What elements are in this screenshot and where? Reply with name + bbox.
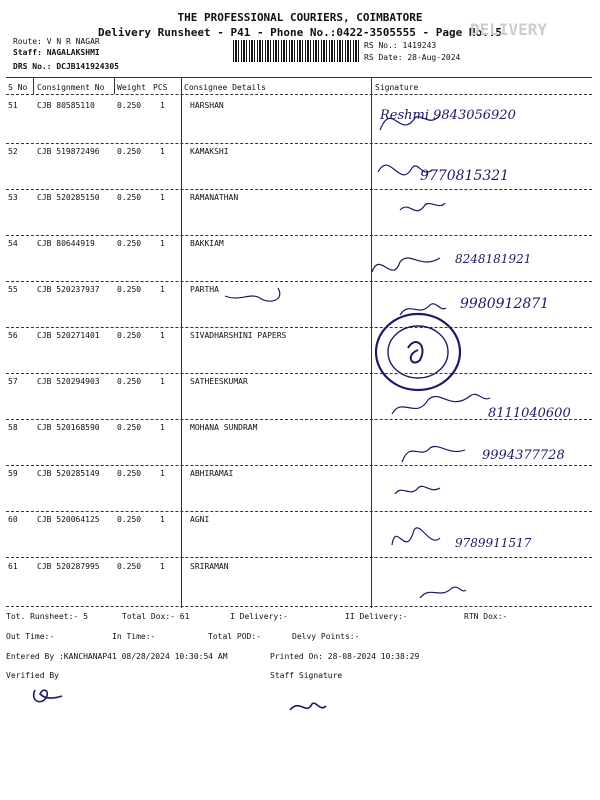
row-consignment: CJB 520237937 <box>37 285 100 294</box>
out-time: Out Time:- <box>6 632 55 641</box>
col-weight: Weight <box>117 83 146 92</box>
row-sno: 59 <box>8 469 18 478</box>
row-consignee: SIVADHARSHINI PAPERS <box>190 331 287 340</box>
row-consignment: CJB 520294903 <box>37 377 100 386</box>
printed-on: Printed On: 28-08-2024 10:38:29 <box>270 652 420 661</box>
row-weight: 0.250 <box>117 377 142 386</box>
col-pcs: PCS <box>153 83 168 92</box>
delvy-points: Delvy Points:- <box>292 632 360 641</box>
row-pcs: 1 <box>160 423 165 432</box>
row-pcs: 1 <box>160 377 165 386</box>
row-consignment: CJB 80644919 <box>37 239 95 248</box>
row-pcs: 1 <box>160 331 165 340</box>
row-consignment: CJB 520287995 <box>37 562 100 571</box>
row-sno: 60 <box>8 515 18 524</box>
row-weight: 0.250 <box>117 147 142 156</box>
row-pcs: 1 <box>160 147 165 156</box>
rs-date: RS Date: 28-Aug-2024 <box>364 53 461 62</box>
row-consignee: KAMAKSHI <box>190 147 229 156</box>
row-sno: 56 <box>8 331 18 340</box>
rs-no: RS No.: 1419243 <box>364 41 437 50</box>
row-consignment: CJB 520271401 <box>37 331 100 340</box>
row-pcs: 1 <box>160 562 165 571</box>
row-consignee: BAKKIAM <box>190 239 224 248</box>
row-sno: 53 <box>8 193 18 202</box>
route-label: Route: V N R NAGAR <box>13 37 100 46</box>
row-consignment: CJB 520168590 <box>37 423 100 432</box>
row-weight: 0.250 <box>117 469 142 478</box>
tot-runsheet: Tot. Runsheet:- 5 <box>6 612 88 621</box>
row-signature: 9980912871 <box>460 296 550 312</box>
row-sno: 58 <box>8 423 18 432</box>
row-weight: 0.250 <box>117 285 142 294</box>
row-weight: 0.250 <box>117 562 142 571</box>
col-consignee: Consignee Details <box>184 83 266 92</box>
row-weight: 0.250 <box>117 101 142 110</box>
row-sno: 52 <box>8 147 18 156</box>
row-weight: 0.250 <box>117 193 142 202</box>
row-consignment: CJB 519872496 <box>37 147 100 156</box>
company-title: THE PROFESSIONAL COURIERS, COIMBATORE <box>177 11 423 24</box>
row-pcs: 1 <box>160 193 165 202</box>
i-delivery: I Delivery:- <box>230 612 288 621</box>
row-sno: 54 <box>8 239 18 248</box>
row-signature: 8248181921 <box>455 252 532 266</box>
drs-label: DRS No.: DCJB141924305 <box>13 62 119 71</box>
row-consignment: CJB 520064125 <box>37 515 100 524</box>
watermark: DELIVERY <box>470 20 548 39</box>
row-consignee: ABHIRAMAI <box>190 469 234 478</box>
row-signature: 9789911517 <box>455 536 532 550</box>
runsheet-title: Delivery Runsheet - P41 - Phone No.:0422-3505555 - Page No.:5 <box>98 26 502 39</box>
row-consignment: CJB 520285149 <box>37 469 100 478</box>
total-dox: Total Dox:- 61 <box>122 612 190 621</box>
row-weight: 0.250 <box>117 515 142 524</box>
row-consignee: MOHANA SUNDRAM <box>190 423 258 432</box>
row-weight: 0.250 <box>117 423 142 432</box>
verified-by: Verified By <box>6 671 59 680</box>
row-pcs: 1 <box>160 515 165 524</box>
row-signature: 9770815321 <box>420 168 510 184</box>
col-signature: Signature <box>375 83 419 92</box>
staff-label: Staff: NAGALAKSHMI <box>13 48 100 57</box>
row-pcs: 1 <box>160 101 165 110</box>
row-consignee: SATHEESKUMAR <box>190 377 248 386</box>
row-sno: 55 <box>8 285 18 294</box>
ii-delivery: II Delivery:- <box>345 612 408 621</box>
row-consignee: SRIRAMAN <box>190 562 229 571</box>
row-pcs: 1 <box>160 239 165 248</box>
row-consignee: PARTHA <box>190 285 219 294</box>
rtn-dox: RTN Dox:- <box>464 612 508 621</box>
row-pcs: 1 <box>160 469 165 478</box>
row-sno: 61 <box>8 562 18 571</box>
in-time: In Time:- <box>112 632 156 641</box>
row-signature: 9994377728 <box>482 448 565 463</box>
row-sno: 57 <box>8 377 18 386</box>
row-consignee: AGNI <box>190 515 210 524</box>
row-weight: 0.250 <box>117 331 142 340</box>
total-pod: Total POD:- <box>208 632 261 641</box>
row-pcs: 1 <box>160 285 165 294</box>
row-consignment: CJB 80585110 <box>37 101 95 110</box>
col-sno: S No <box>8 83 28 92</box>
row-weight: 0.250 <box>117 239 142 248</box>
row-signature: Reshmi 9843056920 <box>380 108 516 123</box>
staff-signature-label: Staff Signature <box>270 671 343 680</box>
row-consignee: HARSHAN <box>190 101 224 110</box>
row-consignee: RAMANATHAN <box>190 193 239 202</box>
row-signature: 8111040600 <box>488 406 571 421</box>
entered-by: Entered By :KANCHANAP41 08/28/2024 10:30:54 AM <box>6 652 228 661</box>
row-consignment: CJB 520285150 <box>37 193 100 202</box>
col-consignment: Consignment No <box>37 83 105 92</box>
row-sno: 51 <box>8 101 18 110</box>
